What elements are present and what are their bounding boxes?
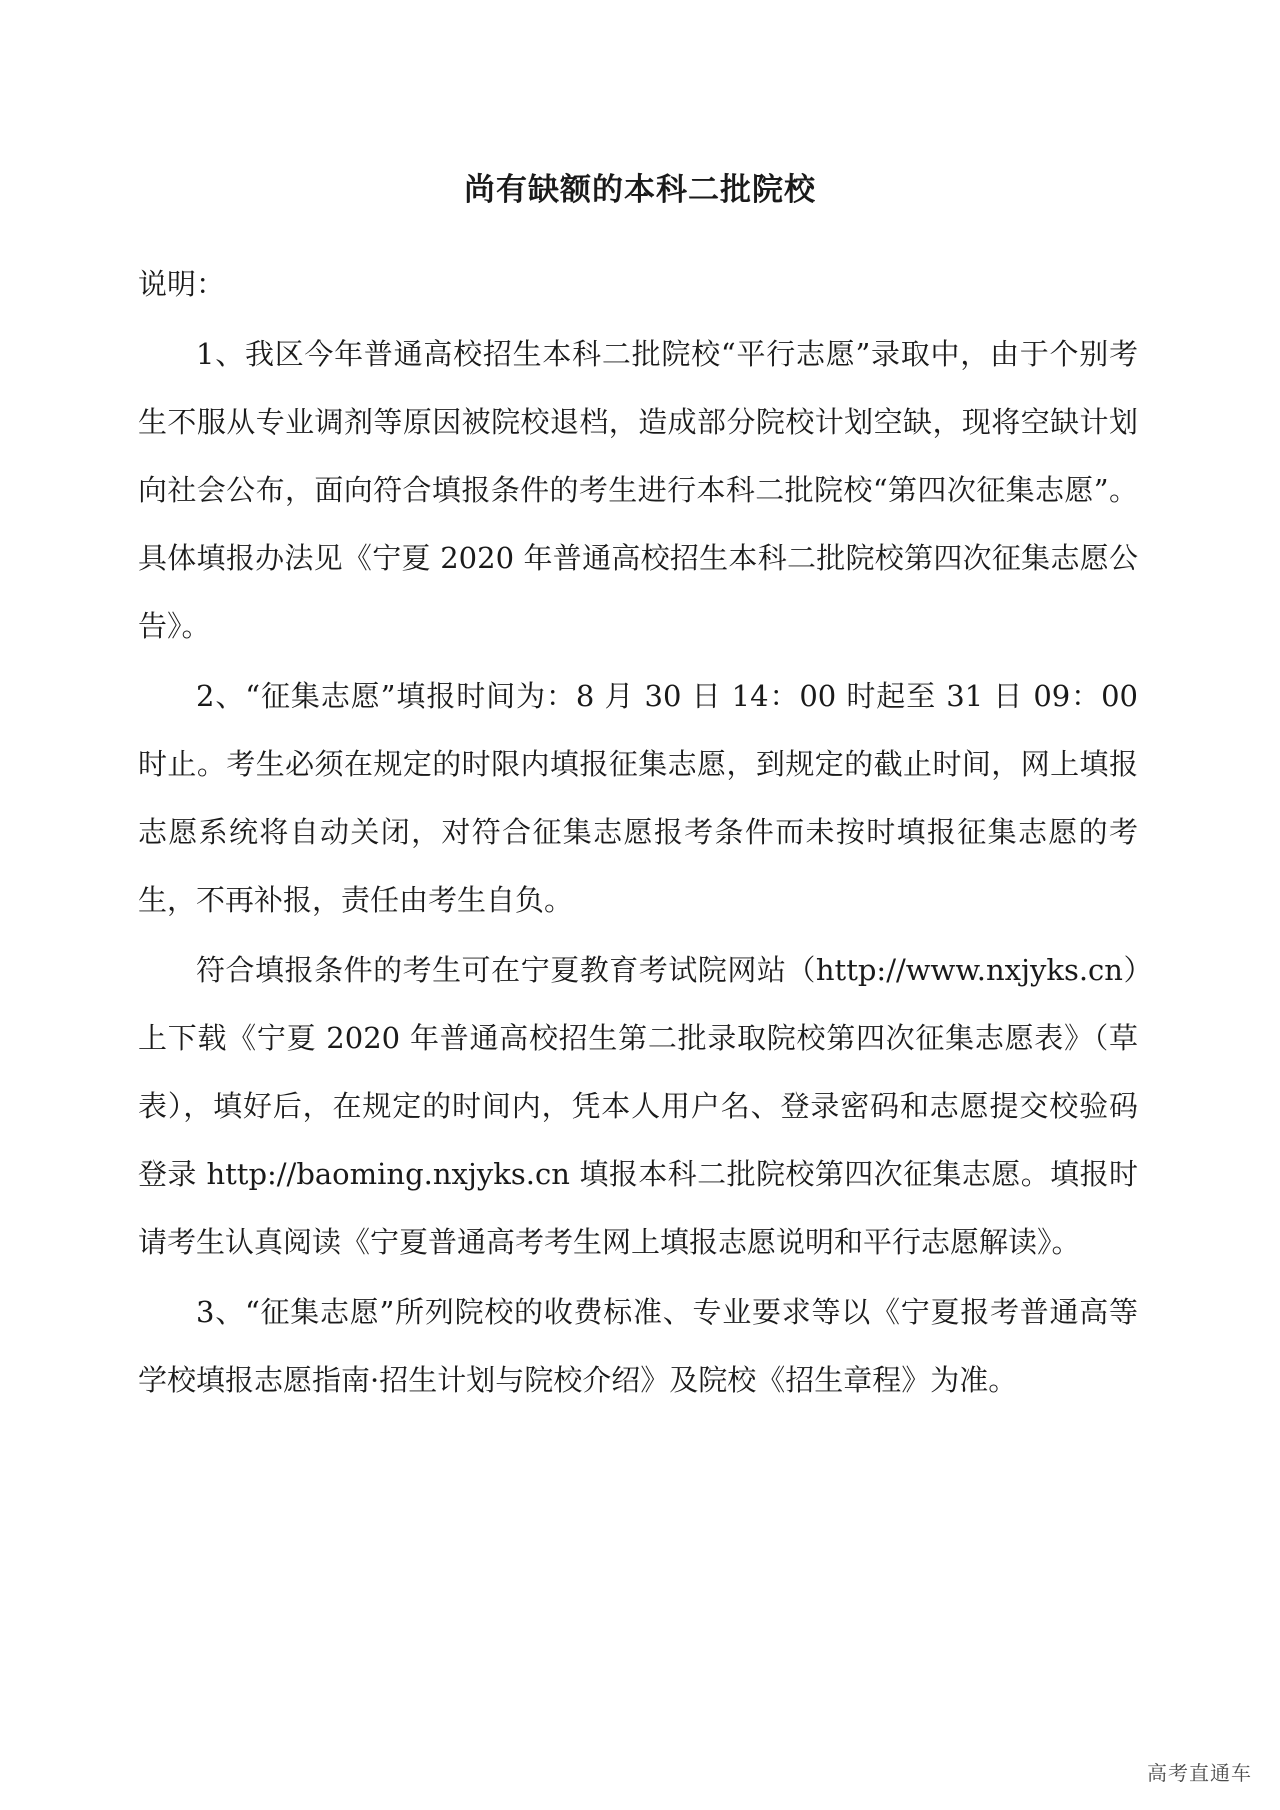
paragraph-2: 2、“征集志愿”填报时间为：8 月 30 日 14：00 时起至 31 日 09：00 时止。考生必须在规定的时限内填报征集志愿，到规定的截止时间，网上填报志愿系统将自动关闭，对符合征集志愿报考条件而未按时填报征集志愿的考生，不再补报，责任由考生自负。 [138, 679, 1138, 917]
document-body [138, 250, 1138, 1416]
paragraph-1: 1、我区今年普通高校招生本科二批院校“平行志愿”录取中，由于个别考生不服从专业调剂等原因被院校退档，造成部分院校计划空缺，现将空缺计划向社会公布，面向符合填报条件的考生进行本科二批院校“第四次征集志愿”。具体填报办法见《宁夏 2020 年普通高校招生本科二批院校第四次征集志愿公告》。 [138, 337, 1138, 643]
paragraph-4: 3、“征集志愿”所列院校的收费标准、专业要求等以《宁夏报考普通高等学校填报志愿指南·招生计划与院校介绍》及院校《招生章程》为准。 [138, 1295, 1138, 1397]
paragraph-3: 符合填报条件的考生可在宁夏教育考试院网站（http://www.nxjyks.cn）上下载《宁夏 2020 年普通高校招生第二批录取院校第四次征集志愿表》（草表），填好后，在规定的时间内，凭本人用户名、登录密码和志愿提交校验码登录 http://baoming.nxjyks.cn 填报本科二批院校第四次征集志愿。填报时请考生认真阅读《宁夏普通高考考生网上填报志愿说明和平行志愿解读》。 [138, 953, 1138, 1259]
watermark-text: 高考直通车 [1147, 1761, 1252, 1785]
page-title: 尚有缺额的本科二批院校 [464, 172, 816, 208]
intro-label: 说明： [138, 267, 226, 301]
